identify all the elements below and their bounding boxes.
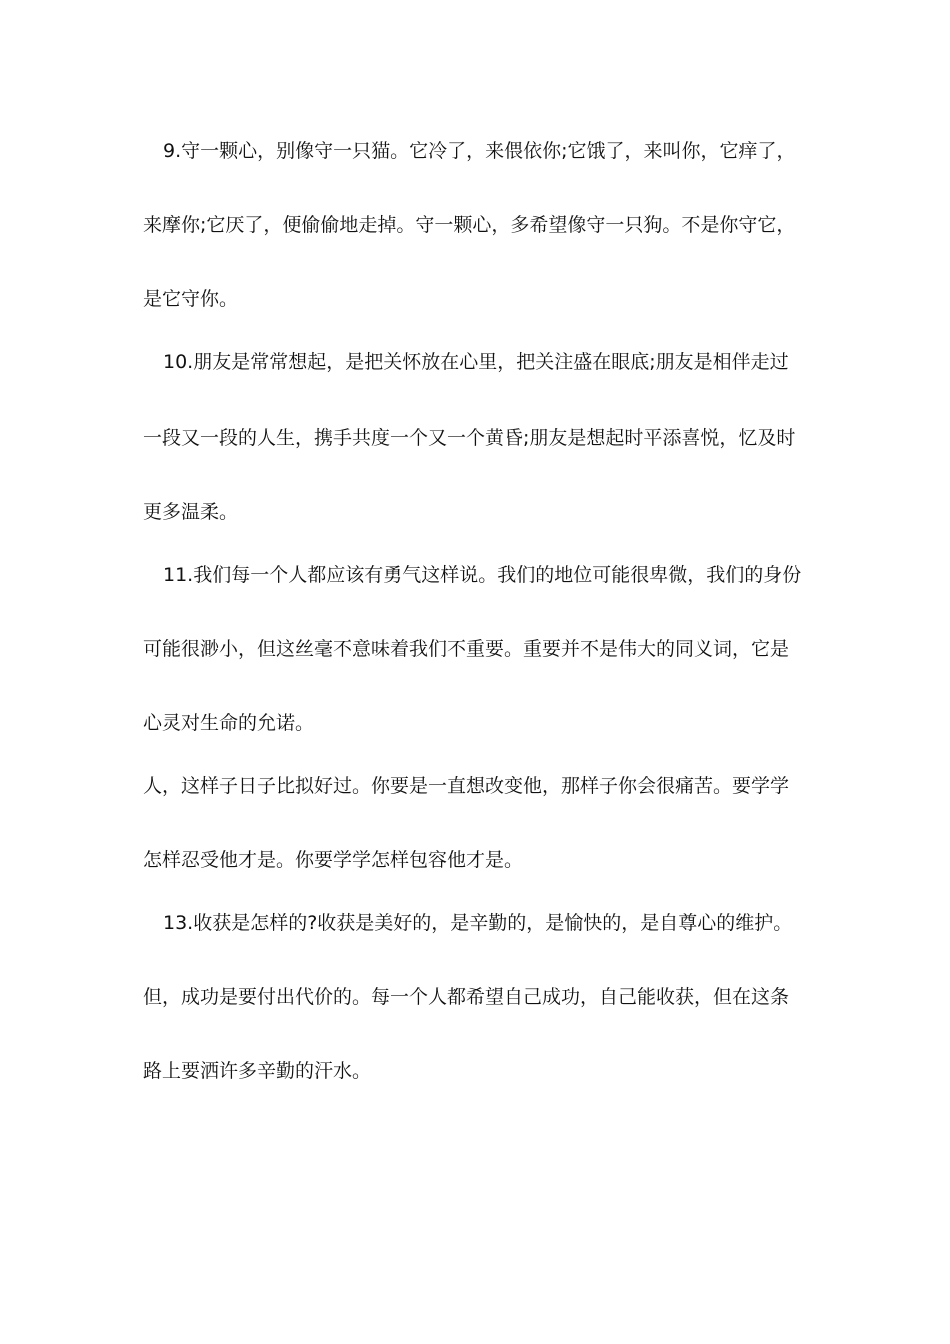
paragraph-9-line-2: 来摩你;它厌了，便偷偷地走掉。守一颗心，多希望像守一只狗。不是你守它，	[143, 214, 796, 236]
paragraph-13-line-2: 但，成功是要付出代价的。每一个人都希望自己成功，自己能收获，但在这条	[143, 986, 790, 1008]
paragraph-9-line-3: 是它守你。	[143, 288, 239, 310]
paragraph-11-line-3: 心灵对生命的允诺。	[143, 712, 315, 734]
paragraph-11-line-2: 可能很渺小，但这丝毫不意味着我们不重要。重要并不是伟大的同义词，它是	[143, 638, 790, 660]
paragraph-10-line-1: 10.朋友是常常想起，是把关怀放在心里，把关注盛在眼底;朋友是相伴走过	[163, 351, 789, 373]
paragraph-10-line-2: 一段又一段的人生，携手共度一个又一个黄昏;朋友是想起时平添喜悦，忆及时	[143, 427, 796, 449]
paragraph-12-line-2: 怎样忍受他才是。你要学学怎样包容他才是。	[143, 849, 524, 871]
paragraph-12-line-1: 人，这样子日子比拟好过。你要是一直想改变他，那样子你会很痛苦。要学学	[143, 775, 790, 797]
paragraph-11-line-1: 11.我们每一个人都应该有勇气这样说。我们的地位可能很卑微，我们的身份	[163, 564, 802, 586]
paragraph-13-line-3: 路上要洒许多辛勤的汗水。	[143, 1060, 372, 1082]
paragraph-13-line-1: 13.收获是怎样的?收获是美好的，是辛勤的，是愉快的，是自尊心的维护。	[163, 912, 793, 934]
paragraph-10-line-3: 更多温柔。	[143, 501, 239, 523]
paragraph-9-line-1: 9.守一颗心，别像守一只猫。它冷了，来偎依你;它饿了，来叫你，它痒了，	[163, 140, 796, 162]
